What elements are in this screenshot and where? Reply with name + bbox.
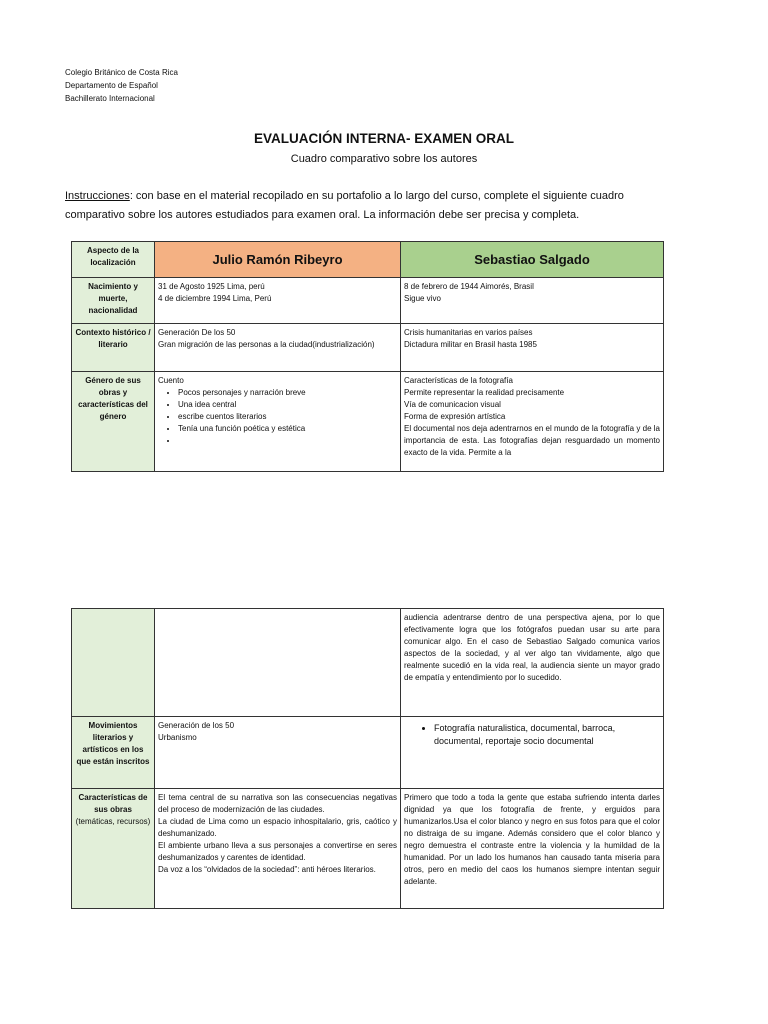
department-name: Departamento de Español (65, 81, 158, 90)
list-item: • escribe cuentos literarios (178, 411, 397, 423)
page-subtitle: Cuadro comparativo sobre los autores (290, 153, 478, 165)
cell-caracteristicas-author2: Primero que todo a toda la gente que estaba sufriendo intenta darles dignidad ya que los fotografía de frente, y erguidos para humanizarlos.Usa el color blanco y negro en sus fotos para que el color no distraiga de su imgane. Además considero que el color blanco y negro demuestra el contraste entre la violencia y la humildad de la humanidad. Por un lado los humanos han causado tanta miseria para otros, pero en medio del caos los humanos siempre intentan seguir adelante. (401, 789, 664, 909)
instructions-label: Instrucciones (65, 190, 130, 202)
cell-genero-author2: Características de la fotografía Permite representar la realidad precisamente Vía de comunicacion visual Forma de expresión artística El documental nos deja adentrarnos en el mundo de la fotografía y de la importancia de esta. Las fotografías dejan resguardado un momento exacto de la vida. Permite a la (401, 372, 664, 472)
header-author2: Sebastiao Salgado (401, 242, 664, 278)
row-label-nacimiento: Nacimiento y muerte, nacionalidad (72, 278, 155, 324)
movimientos-bullet-list (404, 722, 660, 748)
school-name: Colegio Británico de Costa Rica (65, 68, 178, 77)
list-item: • Una idea central (178, 399, 397, 411)
list-item: • Pocos personajes y narración breve (178, 387, 397, 399)
comparison-table-part1 (71, 241, 664, 472)
cell-movimientos-author2 (401, 717, 664, 789)
genero-author2-paragraph: El documental nos deja adentrarnos en el mundo de la fotografía y de la importancia de esta. Las fotografías dejan resguardado un momento exacto de la vida. Permite a la (404, 424, 660, 457)
row-label-caracteristicas: Características de sus obras (temáticas, recursos) (72, 789, 155, 909)
page-title: EVALUACIÓN INTERNA- EXAMEN ORAL (253, 131, 514, 146)
row-label-genero: Género de sus obras y características del género (72, 372, 155, 472)
program-name: Bachillerato Internacional (65, 94, 155, 103)
list-item (178, 435, 397, 447)
row-label-movimientos: Movimientos literarios y artísticos en los que están inscritos (72, 717, 155, 789)
comparison-table-part2 (71, 608, 664, 909)
cell-nacimiento-author1: 31 de Agosto 1925 Lima, perú 4 de diciembre 1994 Lima, Perú (155, 278, 401, 324)
instructions-text: : con base en el material recopilado en su portafolio a lo largo del curso, complete el siguiente cuadro comparativo sobre los autores estudiados para examen oral. La información debe ser precisa y completa. (65, 190, 624, 221)
cell-genero-author1-continued (155, 609, 401, 717)
header-aspect: Aspecto de la localización (72, 242, 155, 278)
header-author1: Julio Ramón Ribeyro (155, 242, 401, 278)
cell-contexto-author1: Generación De los 50 Gran migración de las personas a la ciudad(industrialización) (155, 324, 401, 372)
cell-contexto-author2: Crisis humanitarias en varios países Dictadura militar en Brasil hasta 1985 (401, 324, 664, 372)
cell-caracteristicas-author1: El tema central de su narrativa son las consecuencias negativas del proceso de modernización de las ciudades. La ciudad de Lima como un espacio inhospitalario, gris, caótico y deshumanizado. El ambiente urbano lleva a sus personajes a convertirse en seres deshumanizados y carentes de identidad. Da voz a los “olvidados de la sociedad”: anti héroes literarios. (155, 789, 401, 909)
row-label-genero-continued (72, 609, 155, 717)
cell-genero-author2-continued: audiencia adentrarse dentro de una perspectiva ajena, por lo que efectivamente logra que los fotógrafos puedan usar su arte para comunicar algo. En el caso de Sebastiao Salgado comunica varios aspectos de la sociedad, y al ver algo tan vividamente, algo que realmente sucedió en la vida real, la audiencia siente un mayor grado de empatía y entendimiento por lo sucedido. (401, 609, 664, 717)
instructions (65, 187, 665, 224)
list-item: • Tenía una función poética y estética (178, 423, 397, 435)
genero-bullet-list (158, 387, 397, 447)
row-label-caracteristicas-sub: (temáticas, recursos) (75, 817, 151, 826)
row-label-contexto: Contexto histórico / literario (72, 324, 155, 372)
cell-genero-author1: Cuento • Pocos personajes y narración breve • Una idea central • escribe cuentos literarios • Tenía una función poética y estética • (155, 372, 401, 472)
cell-movimientos-author1: Generación de los 50 Urbanismo (155, 717, 401, 789)
school-header (65, 66, 178, 105)
list-item: • Fotografía naturalistica, documental, barroca, documental, reportaje socio documental (434, 722, 660, 748)
cell-nacimiento-author2: 8 de febrero de 1944 Aimorés, Brasil Sigue vivo (401, 278, 664, 324)
